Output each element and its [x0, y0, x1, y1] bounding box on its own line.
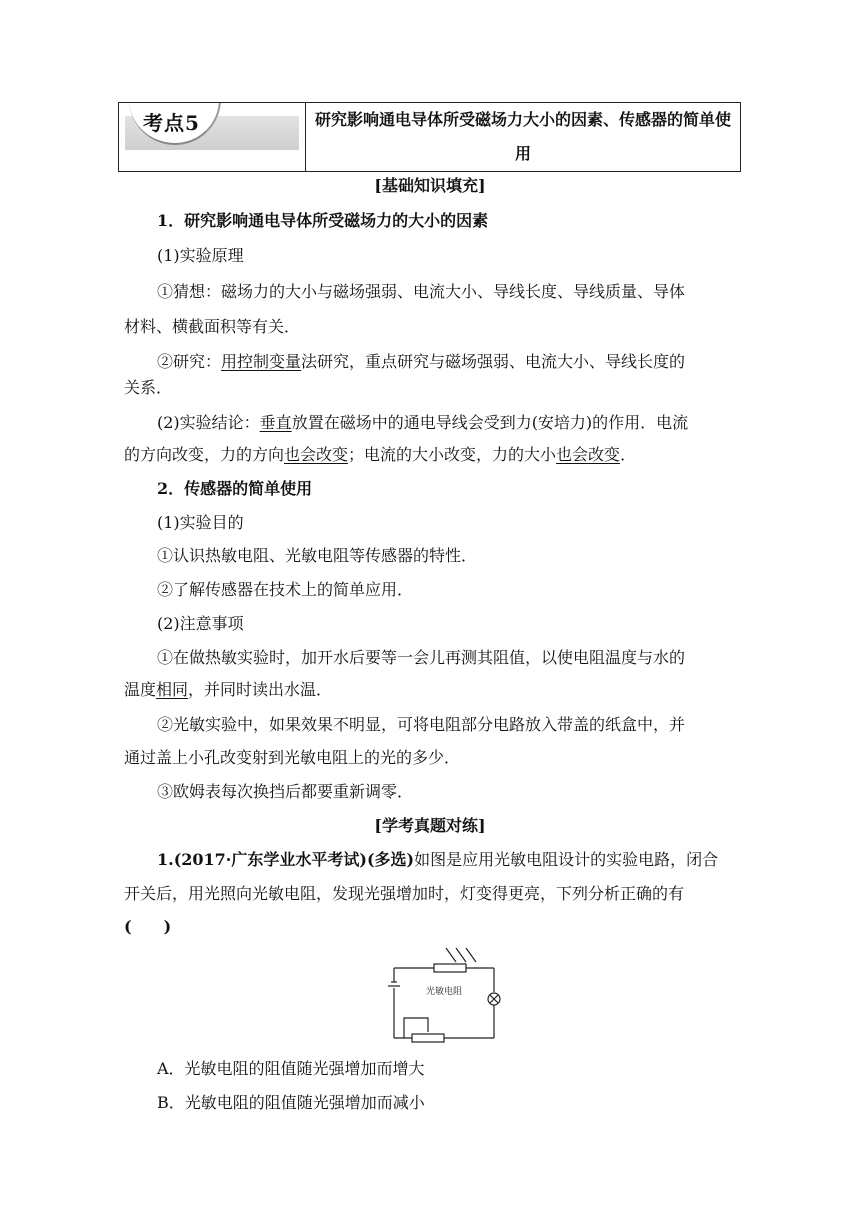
- light-ray: [456, 948, 466, 962]
- paragraph: ①在做热敏实验时，加开水后要等一会儿再测其阻值，以使电阻温度与水的: [157, 648, 686, 667]
- paragraph: ③欧姆表每次换挡后都要重新调零．: [157, 782, 414, 801]
- question-source: 1.(2017·广东学业水平考试)(多选): [157, 850, 415, 869]
- fill-blank: 也会改变: [284, 445, 349, 464]
- text: ．: [620, 445, 637, 464]
- option-a: A．光敏电阻的阻值随光强增加而增大: [157, 1059, 425, 1078]
- light-ray: [466, 948, 476, 962]
- section-heading-basics: [基础知识填充]: [374, 176, 486, 195]
- paragraph: ①认识热敏电阻、光敏电阻等传感器的特性．: [157, 546, 478, 565]
- topic-header: [118, 102, 741, 172]
- paragraph: 材料、横截面积等有关．: [124, 317, 301, 336]
- sub-heading: (1)实验目的: [157, 513, 244, 532]
- paragraph: ②了解传感器在技术上的简单应用．: [157, 580, 414, 599]
- answer-blank: ( ): [124, 917, 172, 936]
- sub-heading: (2)注意事项: [157, 614, 244, 633]
- fill-blank: 也会改变: [556, 445, 621, 464]
- paragraph: 开关后，用光照向光敏电阻，发现光强增加时，灯变得更亮，下列分析正确的有: [124, 884, 685, 903]
- paragraph: 通过盖上小孔改变射到光敏电阻上的光的多少．: [124, 748, 461, 767]
- rheostat: [412, 1034, 444, 1042]
- topic-title: 研究影响通电导体所受磁场力大小的因素、传感器的简单使用: [314, 110, 731, 163]
- fill-blank: 相同: [156, 680, 189, 699]
- photoresistor: [434, 964, 466, 972]
- text: 的方向改变，力的方向: [124, 445, 285, 464]
- paragraph: ②光敏实验中，如果效果不明显，可将电阻部分电路放入带盖的纸盒中，并: [157, 715, 686, 734]
- text: 放置在磁场中的通电导线会受到力(安培力)的作用．电流: [291, 413, 689, 432]
- text: (2)实验结论：: [157, 413, 260, 432]
- badge-label: 考点5: [143, 111, 200, 135]
- paragraph: [124, 680, 332, 700]
- text: 法研究，重点研究与磁场强弱、电流大小、导线长度的: [301, 352, 686, 371]
- section-heading-exam: [学考真题对练]: [374, 816, 486, 835]
- paragraph: [157, 352, 685, 372]
- text: 如图是应用光敏电阻设计的实验电路，闭合: [414, 850, 719, 869]
- question-1: [157, 850, 718, 870]
- fill-blank: 用控制变量: [221, 352, 302, 371]
- fill-blank: 垂直: [259, 413, 292, 432]
- paragraph: ①猜想：磁场力的大小与磁场强弱、电流大小、导线长度、导线质量、导体: [157, 282, 686, 301]
- light-ray: [446, 948, 456, 962]
- sub-heading: (1)实验原理: [157, 246, 244, 265]
- text: ，并同时读出水温．: [188, 680, 333, 699]
- paragraph: 关系．: [124, 378, 173, 397]
- item-1-title: 1．研究影响通电导体所受磁场力的大小的因素: [157, 211, 489, 230]
- option-b: B．光敏电阻的阻值随光强增加而减小: [157, 1093, 425, 1112]
- text: 温度: [124, 680, 157, 699]
- text: ；电流的大小改变，力的大小: [348, 445, 557, 464]
- circuit-diagram: [384, 944, 504, 1044]
- figure-label: 光敏电阻: [426, 987, 463, 997]
- topic-badge: [119, 103, 306, 171]
- paragraph: [124, 445, 636, 465]
- item-2-title: 2．传感器的简单使用: [157, 479, 313, 498]
- paragraph: [157, 413, 688, 433]
- text: ②研究：: [157, 352, 222, 371]
